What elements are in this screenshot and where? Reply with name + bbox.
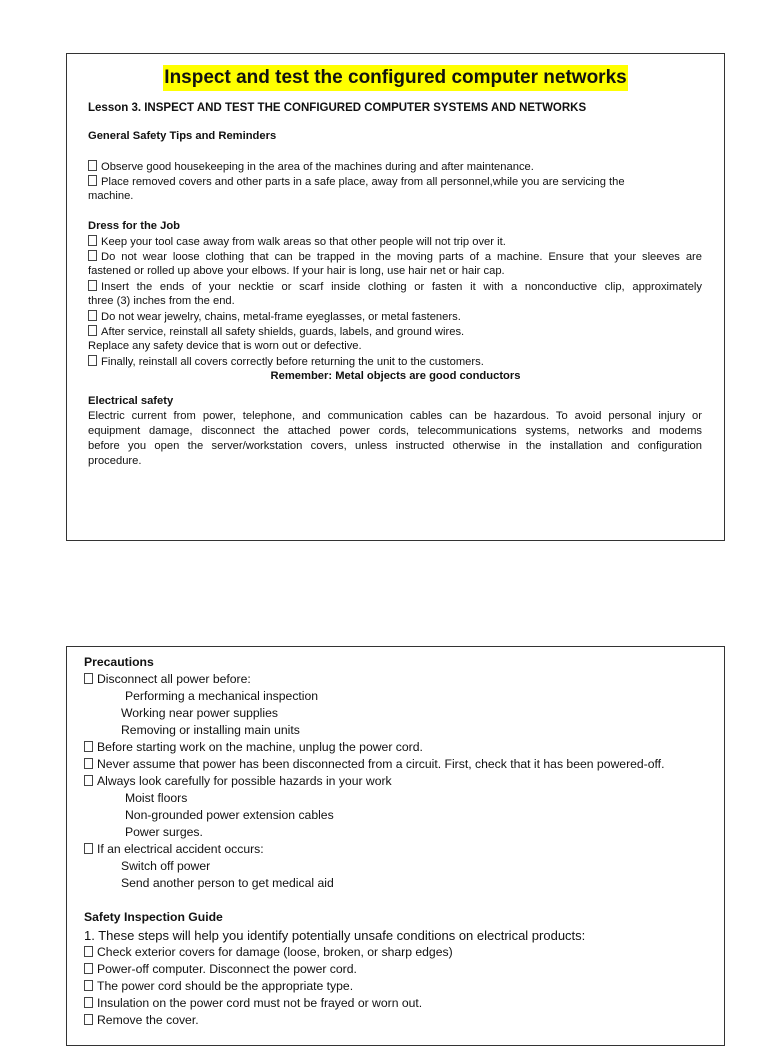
- precaution-line: [84, 841, 264, 858]
- precaution-subline: Send another person to get medical aid: [121, 876, 334, 890]
- bullet-box-icon: [88, 175, 97, 186]
- bullet-box-icon: [84, 673, 93, 684]
- precaution-subline: Working near power supplies: [121, 706, 278, 720]
- inspection-line: 1. These steps will help you identify potentially unsafe conditions on electrical products:: [84, 928, 586, 943]
- document-page-1: [66, 53, 725, 541]
- text: Observe good housekeeping in the area of the machines during and after maintenance.: [101, 161, 534, 173]
- bullet-box-icon: [88, 160, 97, 171]
- dress-line: [88, 249, 702, 265]
- remember-note: Remember: Metal objects are good conductors: [270, 370, 521, 382]
- precaution-subline: Moist floors: [125, 791, 188, 805]
- precaution-subline: Performing a mechanical inspection: [125, 689, 319, 703]
- bullet-box-icon: [84, 843, 93, 854]
- dress-line: [88, 354, 702, 370]
- dress-line: three (3) inches from the end.: [88, 295, 235, 307]
- dress-line: Replace any safety device that is worn out or defective.: [88, 340, 362, 352]
- document-page-2: [66, 646, 725, 1046]
- text: Power-off computer. Disconnect the power cord.: [97, 962, 357, 976]
- lesson-heading: Lesson 3. INSPECT AND TEST THE CONFIGURED COMPUTER SYSTEMS AND NETWORKS: [88, 102, 587, 114]
- dress-line: [88, 279, 702, 295]
- text: Disconnect all power before:: [97, 672, 251, 686]
- text: Insert the ends of your necktie or scarf inside clothing or fasten it with a nonconductive clip, approximately: [101, 281, 702, 293]
- text: Never assume that power has been disconnected from a circuit. First, check that it has been powered-off.: [97, 757, 665, 771]
- precaution-subline: Switch off power: [121, 859, 211, 873]
- dress-heading: Dress for the Job: [88, 220, 181, 232]
- bullet-box-icon: [88, 325, 97, 336]
- bullet-box-icon: [88, 280, 97, 291]
- bullet-box-icon: [84, 741, 93, 752]
- precaution-line: [84, 756, 664, 773]
- text: Check exterior covers for damage (loose, broken, or sharp edges): [97, 945, 453, 959]
- precaution-subline: Removing or installing main units: [121, 723, 300, 737]
- inspection-line: [84, 961, 357, 978]
- dress-line: [88, 234, 702, 250]
- general-heading: General Safety Tips and Reminders: [88, 130, 277, 142]
- text: The power cord should be the appropriate type.: [97, 979, 354, 993]
- text: Do not wear loose clothing that can be trapped in the moving parts of a machine. Ensure that your sleeves are: [101, 251, 702, 263]
- bullet-box-icon: [84, 963, 93, 974]
- precaution-subline: Non-grounded power extension cables: [125, 808, 334, 822]
- general-item: [88, 159, 702, 175]
- precautions-heading: Precautions: [84, 655, 154, 669]
- general-item: machine.: [88, 190, 134, 202]
- electrical-line: Electric current from power, telephone, and communication cables can be hazardous. To avoid personal injury or: [88, 410, 702, 422]
- text: Always look carefully for possible hazards in your work: [97, 774, 392, 788]
- electrical-line: procedure.: [88, 455, 142, 467]
- text: Before starting work on the machine, unplug the power cord.: [97, 740, 423, 754]
- precaution-line: [84, 773, 392, 790]
- dress-line: [88, 324, 702, 340]
- precaution-line: [84, 739, 423, 756]
- text: After service, reinstall all safety shields, guards, labels, and ground wires.: [101, 326, 465, 338]
- text: Keep your tool case away from walk areas so that other people will not trip over it.: [101, 236, 506, 248]
- inspection-line: [84, 978, 353, 995]
- bullet-box-icon: [88, 235, 97, 246]
- bullet-box-icon: [84, 946, 93, 957]
- page-title: Inspect and test the configured computer networks: [163, 65, 627, 91]
- electrical-heading: Electrical safety: [88, 395, 174, 407]
- text: If an electrical accident occurs:: [97, 842, 264, 856]
- bullet-box-icon: [84, 980, 93, 991]
- text: Insulation on the power cord must not be frayed or worn out.: [97, 996, 423, 1010]
- text: Place removed covers and other parts in a safe place, away from all personnel,while you are servicing the: [101, 176, 625, 188]
- bullet-box-icon: [84, 775, 93, 786]
- dress-line: fastened or rolled up above your elbows. If your hair is long, use hair net or hair cap.: [88, 265, 505, 277]
- inspection-heading: Safety Inspection Guide: [84, 910, 223, 924]
- text: Remove the cover.: [97, 1013, 199, 1027]
- bullet-box-icon: [84, 758, 93, 769]
- electrical-line: equipment damage, disconnect the attached power cords, telecommunications systems, networks and modems: [88, 425, 702, 437]
- inspection-line: [84, 944, 453, 961]
- text: Do not wear jewelry, chains, metal-frame eyeglasses, or metal fasteners.: [101, 311, 461, 323]
- precaution-line: [84, 671, 251, 688]
- bullet-box-icon: [88, 310, 97, 321]
- precaution-subline: Power surges.: [125, 825, 203, 839]
- bullet-box-icon: [88, 250, 97, 261]
- bullet-box-icon: [84, 997, 93, 1008]
- bullet-box-icon: [84, 1014, 93, 1025]
- inspection-line: [84, 995, 422, 1012]
- bullet-box-icon: [88, 355, 97, 366]
- dress-line: [88, 309, 702, 325]
- general-item: [88, 174, 702, 190]
- text: Finally, reinstall all covers correctly before returning the unit to the customers.: [101, 356, 484, 368]
- title-wrap: [67, 65, 724, 91]
- electrical-line: before you open the server/workstation covers, unless instructed otherwise in the installation and configuration: [88, 440, 702, 452]
- inspection-line: [84, 1012, 199, 1029]
